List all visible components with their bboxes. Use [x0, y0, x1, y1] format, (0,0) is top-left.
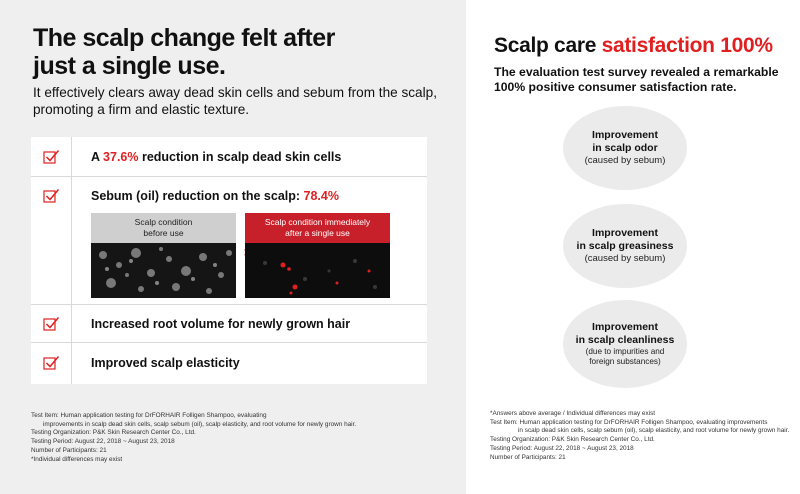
left-footnote: Test Item: Human application testing for DrFORHAIR Folligen Shampoo, evaluating improvements in scalp dead skin cells, scalp sebum (oil), scalp elasticity, and root volume for newly grown hair. Testing Organization: P&K Skin Research Center Co., Ltd. Testing Period: August 22, 2018 ~ August 23, 2018 Number of Participants: 21 *Individual differences may exist [31, 412, 357, 463]
result-text: Increased root volume for newly grown hair [91, 317, 351, 331]
subline: It effectively clears away dead skin cells and sebum from the scalp, promoting a firm and elastic texture. [33, 85, 437, 117]
result-row-elasticity [31, 343, 427, 384]
checkbox-check-icon [43, 355, 60, 370]
result-text: Improved scalp elasticity [91, 356, 240, 370]
headline-line-1: The scalp change felt after [33, 24, 335, 52]
headline-line-2: just a single use. [33, 52, 226, 80]
results-card [31, 137, 427, 384]
result-row-sebum [31, 177, 427, 305]
circle-scalp-cleanliness: Improvement in scalp cleanliness (due to impurities and foreign substances) [563, 300, 687, 388]
checkbox-check-icon [43, 149, 60, 164]
before-label: Scalp condition before use [91, 213, 236, 243]
highlight-value: 78.4% [303, 189, 339, 203]
checkbox-check-icon [43, 316, 60, 331]
satisfaction-title: Scalp care satisfaction 100% [494, 34, 773, 57]
scalp-after-image [245, 213, 390, 298]
result-row-root-volume [31, 305, 427, 343]
circle-scalp-greasiness: Improvement in scalp greasiness (caused by sebum) [563, 204, 687, 288]
right-panel [466, 0, 800, 494]
headline [33, 24, 433, 80]
satisfaction-subtitle: The evaluation test survey revealed a remarkable 100% positive consumer satisfaction rate. [494, 65, 779, 94]
checkbox-check-icon [43, 188, 60, 203]
result-text: A 37.6% reduction in scalp dead skin cells [91, 150, 342, 164]
satisfaction-highlight: satisfaction 100% [601, 34, 773, 57]
after-label: Scalp condition immediately after a single use [245, 213, 390, 243]
scalp-before-image [91, 213, 236, 298]
circle-scalp-odor: Improvement in scalp odor (caused by sebum) [563, 106, 687, 190]
right-footnote: *Answers above average / Individual differences may exist Test Item: Human application testing for DrFORHAIR Folligen Shampoo, evaluating improvements in scalp dead skin cells, scalp sebum (oil), scalp elasticity, and root volume for newly grown hair. Testing Organization: P&K Skin Research Center Co., Ltd. Testing Period: August 22, 2018 ~ August 23, 2018 Number of Participants: 21 [490, 410, 790, 461]
result-text: Sebum (oil) reduction on the scalp: 78.4% [91, 189, 339, 203]
highlight-value: 37.6% [103, 150, 139, 164]
result-row-dead-skin [31, 137, 427, 177]
